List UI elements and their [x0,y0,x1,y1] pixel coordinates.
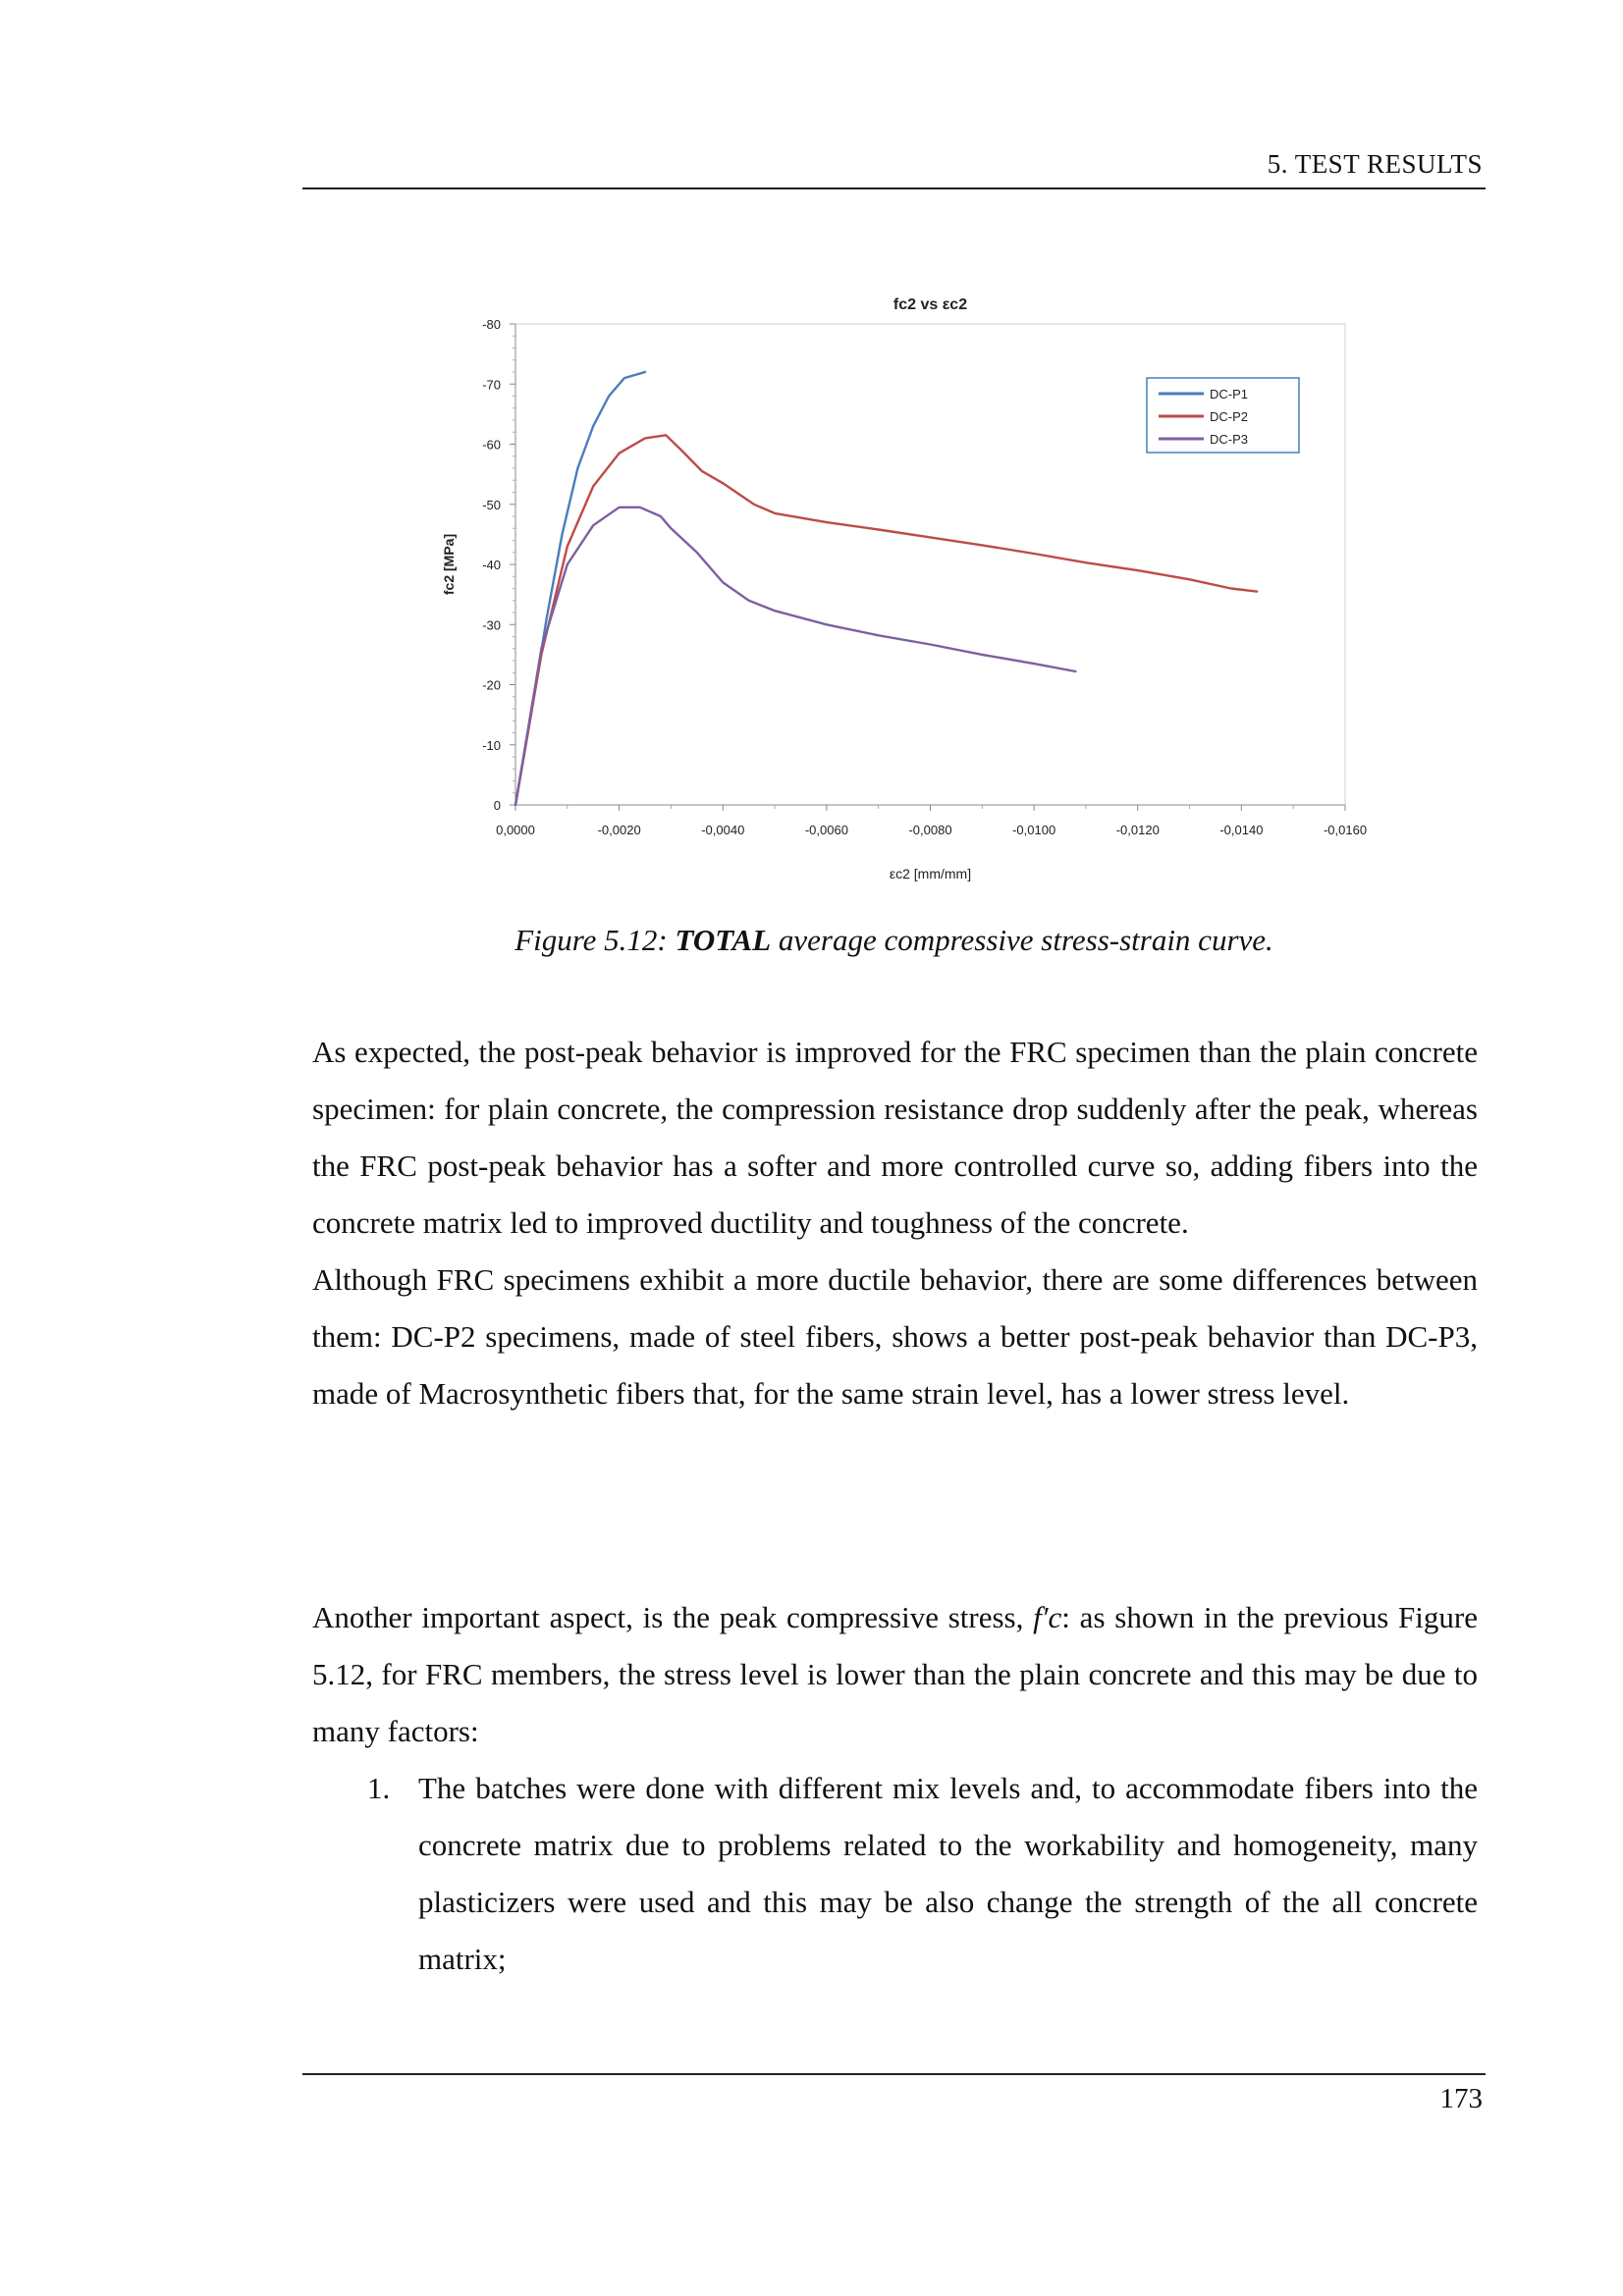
paragraph-frc-differences: Although FRC specimens exhibit a more ductile behavior, there are some differences between them: DC-P2 specimens, made of steel fibers, shows a better post-peak behavior than DC-P3, made of Macrosynthetic fibers that, for the same strain level, has a lower stress level. [312,1262,1478,1411]
x-tick-label: 0,0000 [496,823,535,837]
y-tick-label: -10 [482,737,501,753]
y-tick-label: -20 [482,677,501,693]
x-tick-label: -0,0160 [1323,823,1368,837]
page-number: 173 [1439,2083,1483,2114]
list-item-number: 1. [367,1771,391,1805]
legend-label-dc-p2: DC-P2 [1210,409,1249,424]
body-text-block [312,1024,1478,1422]
paragraph-peak-stress-text: Another important aspect, is the peak compressive stress, [312,1600,1034,1634]
y-tick-label: -40 [482,558,501,572]
stress-strain-chart [432,285,1394,893]
series-line-dc-p2 [515,435,1257,805]
x-tick-label: -0,0060 [804,823,848,837]
fc-prime-symbol: f′c [1033,1600,1062,1634]
x-tick-label: -0,0140 [1219,823,1264,837]
y-tick-label: -80 [482,317,501,332]
paragraph-peak-stress [312,1589,1478,1760]
legend-label-dc-p1: DC-P1 [1210,387,1249,401]
y-tick-label: 0 [493,798,501,813]
y-tick-label: -30 [482,617,501,633]
list-item-text: The batches were done with different mix levels and, to accommodate fibers into the concrete matrix due to problems related to the workability and homogeneity, many plasticizers were used and this may be also change the strength of the all concrete matrix; [418,1771,1478,1976]
list-item [367,1760,1478,1988]
x-tick-label: -0,0120 [1115,823,1160,837]
factors-list [312,1760,1478,1988]
x-tick-label: -0,0080 [908,823,952,837]
y-tick-label: -60 [482,437,501,453]
chart-plot-area [441,296,1367,881]
figure-caption [302,923,1486,958]
series-line-dc-p3 [515,507,1075,805]
y-tick-label: -50 [482,497,501,512]
caption-bold: TOTAL [675,923,772,957]
caption-rest: average compressive stress-strain curve. [771,923,1273,957]
y-tick-label: -70 [482,377,501,393]
section-header: 5. TEST RESULTS [1267,149,1483,179]
chart-title: fc2 vs εc2 [893,296,968,313]
caption-prefix: Figure 5.12: [514,923,676,957]
legend-label-dc-p3: DC-P3 [1210,432,1249,447]
x-axis-label: εc2 [mm/mm] [889,866,972,881]
paragraph-peak-stress-text-2: : as shown in the previous Figure 5.12, for FRC members, the stress level is lower than the plain concrete and this may be due to many factors: [312,1600,1478,1748]
series-line-dc-p1 [515,372,645,805]
y-axis-label: fc2 [MPa] [441,533,457,596]
header-rule [302,187,1486,189]
paragraph-post-peak: As expected, the post-peak behavior is improved for the FRC specimen than the plain concrete specimen: for plain concrete, the compression resistance drop suddenly after the peak, whereas the FRC post-peak behavior has a softer and more controlled curve so, adding fibers into the concrete matrix led to improved ductility and toughness of the concrete. [312,1035,1478,1240]
x-tick-label: -0,0100 [1012,823,1056,837]
footer-rule [302,2073,1486,2075]
x-tick-label: -0,0040 [701,823,745,837]
x-tick-label: -0,0020 [597,823,641,837]
body-text-block-2 [312,1589,1478,1988]
